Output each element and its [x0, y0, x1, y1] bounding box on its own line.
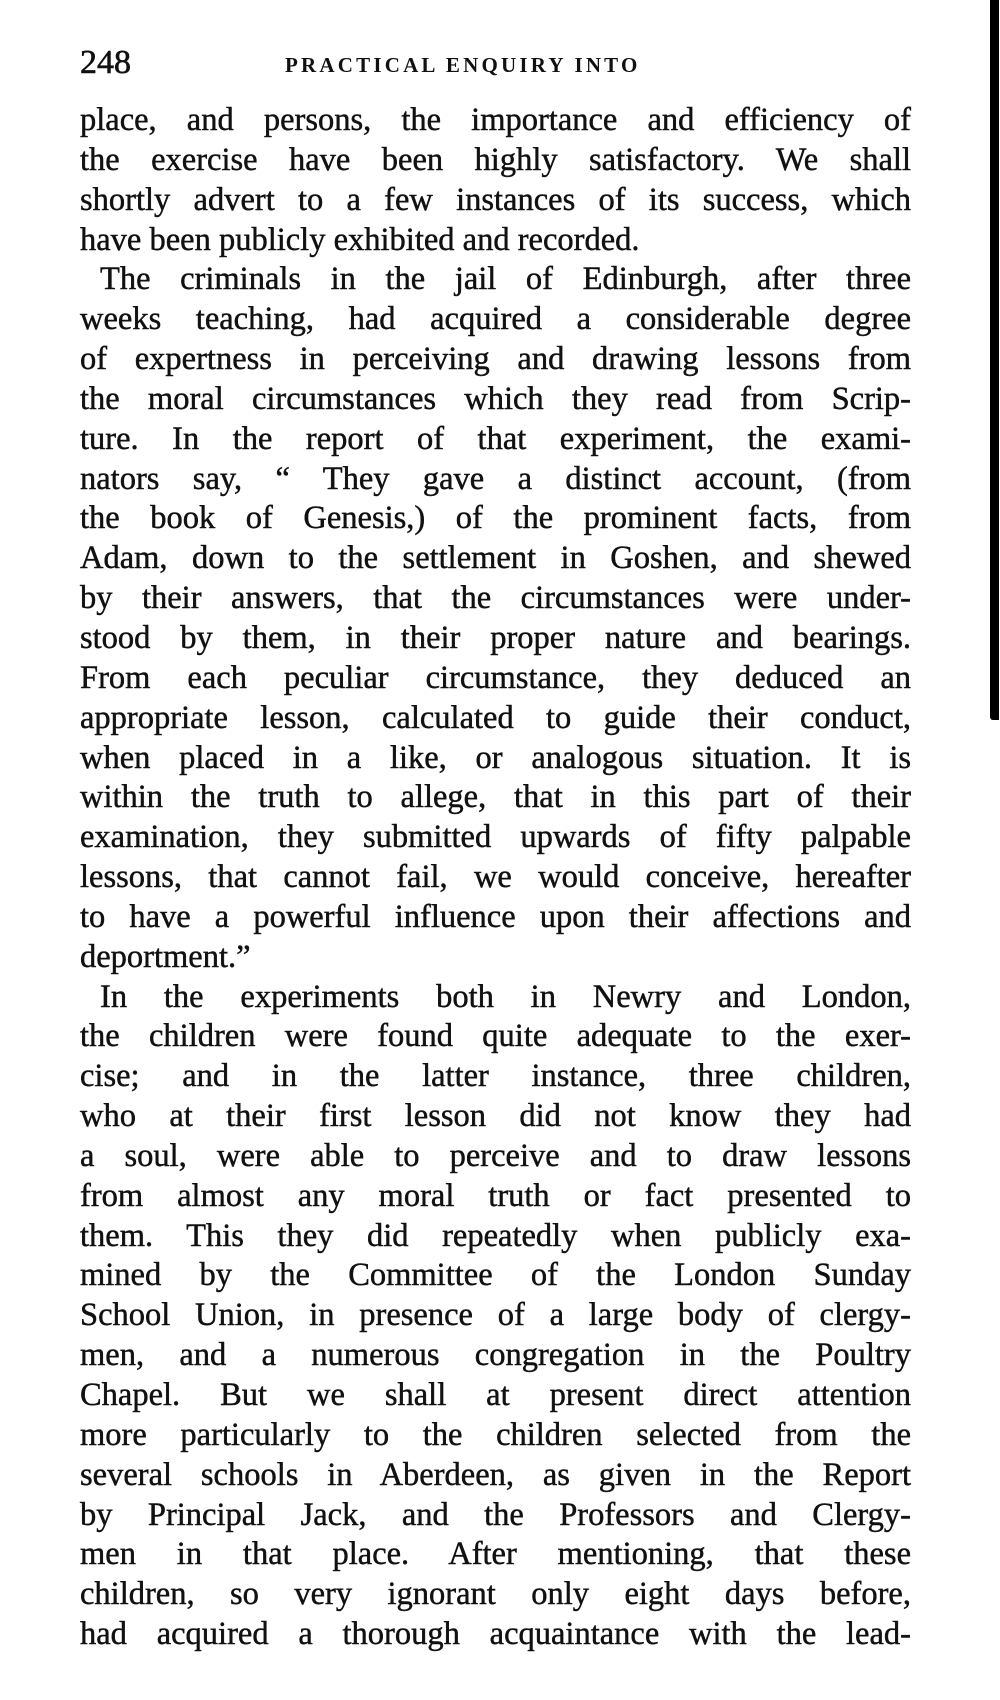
- text-line: several schools in Aberdeen, as given in the Report: [80, 1456, 911, 1493]
- page-number: 248: [80, 44, 131, 81]
- text-line: men, and a numerous congregation in the Poultry: [80, 1337, 911, 1374]
- text-line: appropriate lesson, calculated to guide their conduct,: [80, 699, 911, 736]
- text-line: by Principal Jack, and the Professors and Clergy-: [80, 1496, 911, 1533]
- text-line: place, and persons, the importance and efficiency of: [80, 102, 911, 138]
- running-title: PRACTICAL ENQUIRY INTO: [285, 53, 641, 77]
- text-line: the children were found quite adequate to the exer-: [80, 1018, 911, 1055]
- text-line: the moral circumstances which they read from Scrip-: [80, 380, 911, 417]
- text-line: a soul, were able to perceive and to draw lessons: [80, 1137, 911, 1174]
- text-line: of expertness in perceiving and drawing lessons from: [80, 341, 911, 378]
- text-line: stood by them, in their proper nature and bearings.: [80, 619, 911, 656]
- text-line: deportment.”: [80, 938, 251, 975]
- text-line: lessons, that cannot fail, we would conceive, hereafter: [80, 859, 911, 896]
- text-line: from almost any moral truth or fact presented to: [80, 1177, 911, 1214]
- text-line: have been publicly exhibited and recorded.: [80, 221, 640, 258]
- text-line: men in that place. After mentioning, that these: [80, 1536, 911, 1573]
- text-line: by their answers, that the circumstances were under-: [80, 580, 911, 617]
- text-line: when placed in a like, or analogous situation. It is: [80, 739, 911, 776]
- text-line: within the truth to allege, that in this part of their: [80, 779, 911, 816]
- text-line: the book of Genesis,) of the prominent facts, from: [80, 500, 911, 537]
- text-line: nators say, “ They gave a distinct account, (from: [80, 460, 911, 497]
- page-header: [80, 44, 910, 84]
- text-line: Chapel. But we shall at present direct attention: [80, 1377, 911, 1413]
- text-line: ture. In the report of that experiment, the exami-: [80, 420, 911, 457]
- scan-edge-shadow: [990, 0, 999, 720]
- text-line: shortly advert to a few instances of its success, which: [80, 181, 911, 218]
- body-text: [80, 101, 911, 1655]
- text-line: to have a powerful influence upon their affections and: [80, 898, 911, 935]
- text-line: cise; and in the latter instance, three children,: [80, 1058, 911, 1095]
- text-line: The criminals in the jail of Edinburgh, after three: [100, 261, 911, 298]
- text-line: children, so very ignorant only eight days before,: [80, 1576, 911, 1613]
- text-line: From each peculiar circumstance, they deduced an: [80, 659, 911, 696]
- text-line: In the experiments both in Newry and London,: [100, 978, 911, 1015]
- text-line: who at their first lesson did not know they had: [80, 1098, 911, 1135]
- text-line: them. This they did repeatedly when publicly exa-: [80, 1217, 911, 1254]
- text-line: School Union, in presence of a large body of clergy-: [80, 1297, 911, 1334]
- text-line: the exercise have been highly satisfactory. We shall: [80, 141, 911, 178]
- text-line: examination, they submitted upwards of fifty palpable: [80, 819, 911, 856]
- text-line: Adam, down to the settlement in Goshen, and shewed: [80, 540, 911, 577]
- text-line: weeks teaching, had acquired a considerable degree: [80, 301, 911, 338]
- text-line: more particularly to the children selected from the: [80, 1416, 911, 1453]
- text-line: mined by the Committee of the London Sunday: [80, 1257, 911, 1294]
- text-line: had acquired a thorough acquaintance with the lead-: [80, 1616, 911, 1653]
